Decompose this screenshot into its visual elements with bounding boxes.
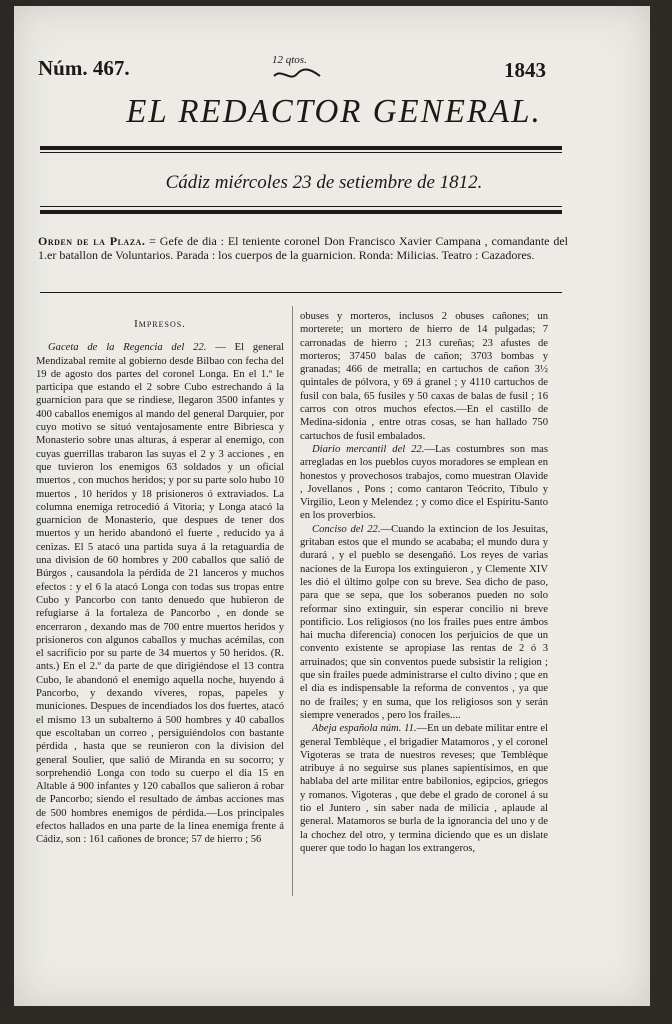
gaceta-body: — El general Mendizabal remite al gobierno desde Bilbao con fecha del 19 de agosto dos partes del coronel Longa. En el 1.º le participa que estando el 2 sobre Cubo estrechando á la guarnicion para que se rindiese, llegaron 3500 infantes y 400 caballos enemigos al mando del general Darquier, por cuyo motivo se situó ventajosamente entre Bibriesca y Monasterio sobre unas alturas, á esperar al enemigo, con cuyas guerrillas trabaron las suyas el 2 y 3 acciones , en que tuvieron los enemigos 63 soldados y un oficial muertos , con muchos heridos; y por su parte solo hubo 10 muertos , 10 heridos y 18 prisioneros ó extraviados. La columna enemiga retrocedió á Vitoria; y Longa atacó la guarnicion de Monasterio, que despues de tener dos muertos y un herido abandonó el fuerte , reducido ya á cenizas. El 5 atacó una partida suya á la retaguardia de una division de 60 hombres y 200 caballos que salió de Búrgos , causandola la pérdida de 21 lanceros y muchos efectos : y el 6 la atacó Longa con todas sus tropas entre Cubo y Pancorbo con tanto denuedo que hubieron de refugiarse á la fortaleza de Pancorbo , en donde se encerraron , dexando mas de 700 entre muertos heridos y prisioneros con algunos caballos y muchas acémilas, con el sacrificio por su parte de 34 muertos y 50 heridos. (R. ants.) En el 2.º da parte de que dirigiéndose el 13 contra Cubo, le abandonó el enemigo aquella noche, huyendo á Pancorbo, y dexando víveres, ropas, papeles y municiones. Despues de incendiados los dos fuertes, atacó el mismo 13 un subalterno á 500 hombres y 40 caballos que escoltaban un correo , persiguiéndolos con bastante pérdida , hasta que se reunieron con la division del general Soulier, que salió de Miranda en su socorro; y sorprehendió Longa con todo su cuerpo el dia 15 en Altable á 900 infantes y 120 caballos que salieron á robar de Pancorbo; siendo el resultado de ámbas acciones mas de 500 hombres enemigos de pérdida.—Los principales efectos hallados en una parte de la linea enemiga frente á Cádiz, son : 161 cañones de bronce; 57 de hierro ; 56 bbox=[36, 342, 284, 846]
scan-frame-right bbox=[650, 0, 672, 1024]
conciso-body: —Cuando la extincion de los Jesuitas, gritaban estos que el mundo se acababa; el mundo dura y durará , y el pueblo se desengañó. Los reyes de varias naciones de la Europa los extinguieron , y Clemente XIV les dió el último golpe con su breve. Sea dicho de paso, para que se sepa, que los soberanos pueden no solo reformar sino extinguir, sin esperar concilio ni breve pontificio. Los religiosos (no los frailes pues entre ámbos hai mucha diferencia) conocen los perjuicios de que un convento existente se apropiase las rentas de 2 ó 3 arruinados; que sin conventos puede subsistir la religion ; que sin frailes puede administrarse el culto divino ; que en el dia es indispensable la reforma de conventos , ya que no de frailes; y en suma, que los religiosos son y serán siempre venerados , pero los frailes.... bbox=[300, 523, 548, 721]
newspaper-page bbox=[14, 6, 650, 1006]
handwritten-year: 1843 bbox=[504, 58, 546, 82]
swash-ornament-icon bbox=[272, 68, 322, 80]
diario-body: —Las costumbres son mas arregladas en los pueblos cuyos moradores se emplean en honestos y provechosos trabajos, como muestran Olavide , Jovellanos , Pons ; como cantaron Teócrito, Tíbulo y Virgilio, Leon y Melendez ; y como dice el Espíritu-Santo en los proverbios. bbox=[300, 443, 548, 522]
abeja-paragraph bbox=[300, 722, 548, 855]
gaceta-lead: Gaceta de la Regencia del 22. bbox=[48, 342, 207, 354]
continuation-paragraph: obuses y morteros, inclusos 2 obuses cañones; un morterete; un mortero de hierro de 14 pulgadas; 7 carronadas de hierro ; 213 cureñas; 23 afustes de morteros; 37450 balas de cañon; 3703 bombas y granadas; 466 de metralla; en cartuchos de cañon 3½ quintales de pólvora, y 69 á granel ; y 4110 cartuchos de fusil con bala, 65 fusiles y 50 caxas de balas de fusil ; 16 carros con otros muchos efectos.—En el castillo de Medina-sidonia , entre otras cosas, se han hallado 750 cartuchos de fusil embalados. bbox=[300, 311, 548, 442]
masthead-rule-thin bbox=[40, 152, 562, 153]
section-rule bbox=[40, 292, 562, 293]
left-column bbox=[36, 318, 284, 847]
issue-number: Núm. 467. bbox=[38, 56, 130, 80]
masthead-rule bbox=[40, 146, 562, 150]
section-heading: Impresos. bbox=[134, 318, 186, 330]
column-divider bbox=[292, 306, 293, 896]
issue-price: 12 qtos. bbox=[272, 54, 307, 66]
abeja-body: —En un debate militar entre el general Temblèque , el brigadier Matamoros , y el coronel Vigoteras se trata de nuestros reveses; que Temblèque atribuye á no seguirse sus planes sapientísimos, en que hablaba del arte militar entre babilonios, egipcios, griegos y romanos. Vigoteras , que debe el grado de coronel á su tio el Juntero , sin saber nada de milicia , aplaude al general. Matamoros se burla de la ignorancia del uno y de la chochez del otro, y termina diciendo que es un dislate querer que todo lo hagan los extrangeros, bbox=[300, 723, 548, 854]
right-column bbox=[300, 310, 548, 855]
orden-label: Orden de la Plaza. bbox=[38, 234, 146, 248]
diario-lead: Diario mercantil del 22. bbox=[312, 443, 425, 455]
masthead-title: EL REDACTOR GENERAL. bbox=[126, 93, 542, 131]
dateline: Cádiz miércoles 23 de setiembre de 1812. bbox=[165, 172, 483, 193]
gaceta-paragraph bbox=[36, 341, 284, 846]
dateline-rule bbox=[40, 210, 562, 214]
scan-frame-bottom bbox=[0, 1006, 672, 1024]
diario-paragraph bbox=[300, 443, 548, 523]
orden-de-la-plaza bbox=[38, 234, 568, 262]
orden-text: = Gefe de dia : El teniente coronel Don Francisco Xavier Campana , comandante del 1.er batallon de Voluntarios. Parada : los cuerpos de la guarnicion. Ronda: Milicias. Teatro : Cazadores. bbox=[38, 234, 568, 262]
abeja-lead: Abeja española núm. 11. bbox=[312, 723, 417, 735]
conciso-lead: Conciso del 22. bbox=[312, 523, 381, 535]
dateline-rule-thin bbox=[40, 206, 562, 207]
conciso-paragraph bbox=[300, 523, 548, 722]
